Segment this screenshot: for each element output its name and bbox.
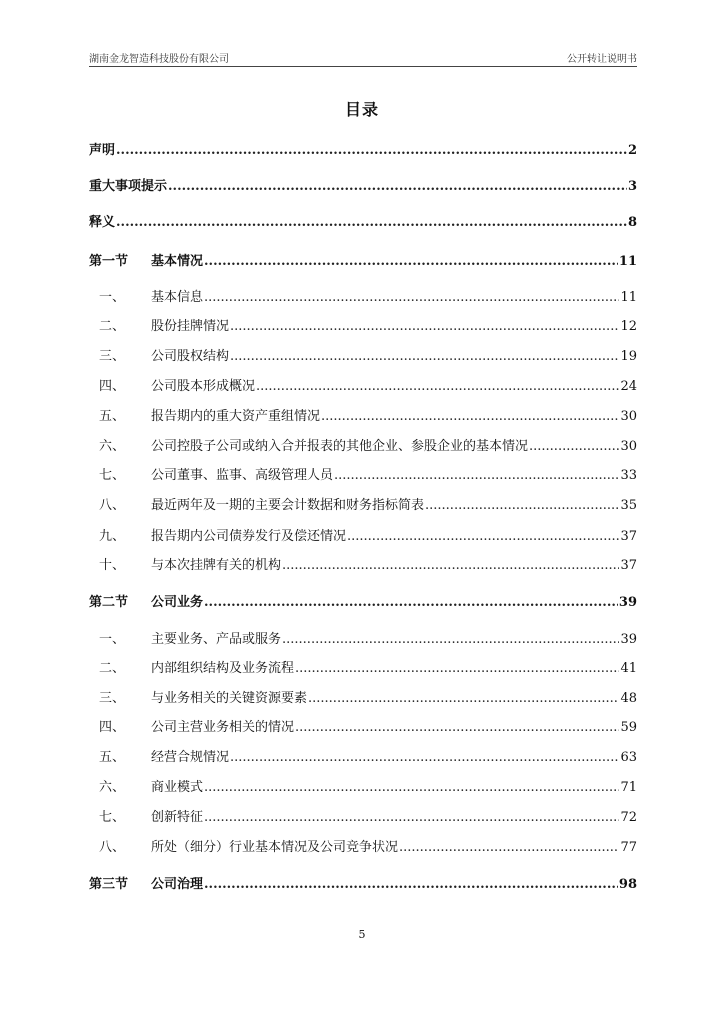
toc-entry-number: 一、 [99, 290, 126, 305]
toc-leader-dots [295, 718, 619, 738]
toc-entry-page: 98 [618, 877, 637, 892]
toc-leader-dots [282, 630, 619, 650]
toc-entry-number: 三、 [99, 691, 126, 706]
toc-leader-dots [334, 466, 619, 486]
toc-entry-page: 37 [620, 558, 637, 573]
header-divider [89, 66, 637, 67]
toc-leader-dots [321, 407, 619, 427]
toc-entry[interactable] [89, 317, 637, 337]
toc-title: 目录 [344, 100, 379, 119]
toc-entry[interactable] [89, 347, 637, 367]
toc-entry-title: 基本情况 [151, 254, 204, 269]
toc-entry-title: 声明 [89, 143, 116, 158]
page-header [89, 50, 637, 66]
toc-entry[interactable] [89, 659, 637, 679]
toc-leader-dots [116, 141, 627, 161]
toc-entry[interactable] [89, 748, 637, 768]
toc-entry-number: 六、 [99, 780, 126, 795]
toc-entry[interactable] [89, 377, 637, 397]
toc-entry[interactable] [89, 527, 637, 547]
toc-leader-dots [308, 689, 619, 709]
toc-entry[interactable] [89, 437, 637, 457]
toc-leader-dots [204, 808, 619, 828]
toc-entry-page: 30 [620, 409, 637, 424]
toc-entry-title: 股份挂牌情况 [151, 319, 230, 334]
toc-leader-dots [204, 778, 619, 798]
header-document-type: 公开转让说明书 [567, 54, 637, 65]
toc-entry-number: 一、 [99, 632, 126, 647]
toc-leader-dots [230, 347, 619, 367]
toc-leader-dots [230, 317, 619, 337]
toc-entry[interactable] [89, 407, 637, 427]
toc-entry[interactable] [89, 778, 637, 798]
toc-entry-title: 公司主营业务相关的情况 [151, 720, 295, 735]
toc-entry-number: 四、 [99, 720, 126, 735]
toc-entry-page: 12 [620, 319, 637, 334]
toc-entry-page: 72 [620, 810, 637, 825]
toc-entry-page: 63 [620, 750, 637, 765]
toc-entry-title: 内部组织结构及业务流程 [151, 661, 295, 676]
toc-entry[interactable] [89, 556, 637, 576]
toc-entry-number: 九、 [99, 529, 126, 544]
toc-entry-title: 创新特征 [151, 810, 204, 825]
toc-entry-title: 商业模式 [151, 780, 204, 795]
toc-entry[interactable] [89, 718, 637, 738]
toc-entry[interactable] [89, 177, 637, 197]
toc-leader-dots [529, 437, 619, 457]
toc-entry-number: 六、 [99, 439, 126, 454]
toc-entry[interactable] [89, 838, 637, 858]
toc-entry-number: 二、 [99, 319, 126, 334]
toc-entry-page: 71 [620, 780, 637, 795]
toc-leader-dots [204, 288, 619, 308]
toc-entry-number: 二、 [99, 661, 126, 676]
toc-entry-title: 与业务相关的关键资源要素 [151, 691, 308, 706]
toc-entry-title: 公司股权结构 [151, 349, 230, 364]
toc-leader-dots [204, 252, 618, 272]
toc-entry-title: 报告期内的重大资产重组情况 [151, 409, 321, 424]
toc-entry-title: 最近两年及一期的主要会计数据和财务指标简表 [151, 498, 425, 513]
toc-entry-number: 第二节 [89, 595, 129, 610]
toc-entry[interactable] [89, 496, 637, 516]
toc-leader-dots [282, 556, 619, 576]
toc-entry-page: 11 [618, 254, 637, 269]
toc-entry-page: 39 [620, 632, 637, 647]
toc-entry-title: 基本信息 [151, 290, 204, 305]
toc-entry-page: 77 [620, 840, 637, 855]
toc-entry[interactable] [89, 466, 637, 486]
toc-entry-title: 公司控股子公司或纳入合并报表的其他企业、参股企业的基本情况 [151, 439, 529, 454]
toc-leader-dots [204, 875, 618, 895]
toc-entry-number: 五、 [99, 409, 126, 424]
toc-entry-page: 59 [620, 720, 637, 735]
toc-entry-number: 十、 [99, 558, 126, 573]
toc-leader-dots [116, 213, 627, 233]
toc-entry-page: 8 [627, 215, 637, 230]
toc-entry-number: 三、 [99, 349, 126, 364]
toc-entry-title: 公司董事、监事、高级管理人员 [151, 468, 334, 483]
toc-entry-page: 41 [620, 661, 637, 676]
header-company-name: 湖南金龙智造科技股份有限公司 [89, 54, 229, 65]
toc-entry-number: 四、 [99, 379, 126, 394]
toc-entry-title: 报告期内公司债券发行及偿还情况 [151, 529, 347, 544]
toc-leader-dots [256, 377, 619, 397]
toc-entry-page: 24 [620, 379, 637, 394]
toc-entry-title: 公司治理 [151, 877, 204, 892]
toc-entry-page: 30 [620, 439, 637, 454]
toc-leader-dots [347, 527, 619, 547]
toc-entry-page: 2 [627, 143, 637, 158]
toc-entry-page: 3 [627, 179, 637, 194]
toc-entry-page: 37 [620, 529, 637, 544]
toc-entry[interactable] [89, 593, 637, 613]
toc-leader-dots [295, 659, 619, 679]
toc-entry[interactable] [89, 689, 637, 709]
toc-entry-number: 七、 [99, 468, 126, 483]
toc-entry-title: 公司业务 [151, 595, 204, 610]
toc-entry-number: 第一节 [89, 254, 129, 269]
toc-entry-number: 七、 [99, 810, 126, 825]
toc-entry-title: 重大事项提示 [89, 179, 168, 194]
toc-entry-title: 与本次挂牌有关的机构 [151, 558, 282, 573]
toc-leader-dots [230, 748, 619, 768]
toc-entry[interactable] [89, 213, 637, 233]
toc-entry-number: 第三节 [89, 877, 129, 892]
toc-entry-page: 39 [618, 595, 637, 610]
toc-leader-dots [425, 496, 619, 516]
toc-entry-title: 公司股本形成概况 [151, 379, 256, 394]
toc-entry[interactable] [89, 252, 637, 272]
toc-entry[interactable] [89, 141, 637, 161]
toc-entry[interactable] [89, 288, 637, 308]
toc-entry[interactable] [89, 630, 637, 650]
page-number: 5 [358, 928, 366, 941]
toc-entry[interactable] [89, 808, 637, 828]
toc-entry-page: 33 [620, 468, 637, 483]
toc-entry[interactable] [89, 875, 637, 895]
toc-entry-title: 释义 [89, 215, 116, 230]
toc-entry-title: 所处（细分）行业基本情况及公司竞争状况 [151, 840, 399, 855]
toc-leader-dots [168, 177, 627, 197]
toc-leader-dots [399, 838, 619, 858]
toc-entry-title: 经营合规情况 [151, 750, 230, 765]
toc-entry-number: 八、 [99, 840, 126, 855]
toc-entry-page: 11 [620, 290, 637, 305]
toc-entry-page: 35 [620, 498, 637, 513]
toc-entry-title: 主要业务、产品或服务 [151, 632, 282, 647]
toc-leader-dots [204, 593, 618, 613]
toc-entry-page: 48 [620, 691, 637, 706]
toc-entry-number: 八、 [99, 498, 126, 513]
toc-entry-page: 19 [620, 349, 637, 364]
toc-entry-number: 五、 [99, 750, 126, 765]
